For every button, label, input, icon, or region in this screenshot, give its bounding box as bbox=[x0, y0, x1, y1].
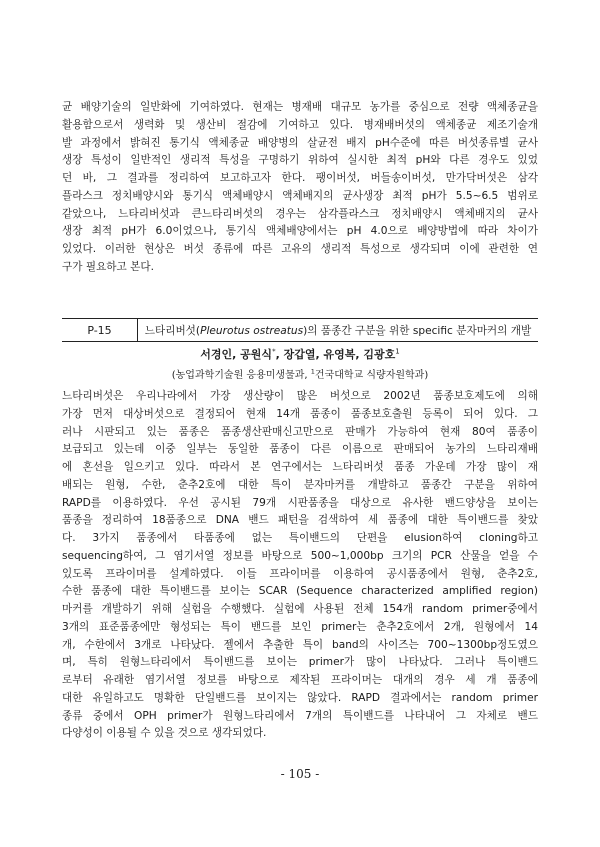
body-line: 개, 수한에서 3개로 나타났다. 젤에서 추출한 특이 band의 사이즈는 700~1300bp정도였으 bbox=[62, 638, 538, 651]
body-line: 종류 중에서 OPH primer가 원형느타리에서 7개의 특이밴드를 나타내어 그 자체로 밴드 bbox=[62, 709, 538, 722]
body-line: 다. 3가지 품종에서 타품종에 없는 특이밴드의 단편을 elusion하여 cloning하고 bbox=[62, 532, 538, 544]
body-line: 수한 품종에 대한 특이밴드를 보이는 SCAR (Sequence characterized amplified region) bbox=[62, 585, 538, 598]
abstract-body bbox=[62, 388, 538, 743]
body-line: 배되는 원형, 수한, 춘추2호에 대한 특이 분자마커를 개발하고 품종간 구분을 위하여 bbox=[62, 478, 538, 491]
intro-line: 균 배양기술의 일반화에 기여하였다. 현재는 병재배 대규모 농가를 중심으로 전량 액체종균을 bbox=[62, 101, 538, 113]
title-suffix: )의 품종간 구분을 위한 specific 분자마커의 개발 bbox=[303, 324, 532, 337]
authors-mark: 1 bbox=[395, 347, 400, 356]
abstract-title bbox=[138, 323, 538, 338]
body-line: 보급되고 있는데 이중 일부는 동일한 품종이 다른 이름으로 판매되어 농가의 느타리재배 bbox=[62, 443, 538, 456]
title-species: Pleurotus ostreatus bbox=[200, 324, 304, 337]
body-line: 가장 먼저 대상버섯으로 결정되어 현재 14개 품종이 품종보호출원 등록이 되어 있다. 그 bbox=[62, 407, 538, 420]
authors bbox=[62, 346, 538, 362]
body-line: 마커를 개발하기 위해 실험을 수행했다. 실험에 사용된 전체 154개 random primer중에서 bbox=[62, 603, 538, 615]
body-line: 느타리버섯은 우리나라에서 가장 생산량이 많은 버섯으로 2002년 품종보호제도에 의해 bbox=[62, 390, 538, 402]
intro-line: 있었다. 이러한 현상은 버섯 종류에 따른 고유의 생리적 특성으로 생각되며 이에 관련한 연 bbox=[62, 243, 538, 255]
abstract-code: P-15 bbox=[62, 319, 138, 341]
body-line: 3개의 표준품종에만 형성되는 특이 밴드를 보인 primer는 춘추2호에서 2개, 원형에서 14 bbox=[62, 620, 538, 633]
body-line: 로부터 유래한 염기서열 정보를 바탕으로 제작된 프라이머는 대개의 경우 세 개 품종에 bbox=[62, 674, 538, 686]
body-line: sequencing하여, 그 염기서열 정보를 바탕으로 500~1,000bp 크기의 PCR 산물을 얻을 수 bbox=[62, 549, 538, 562]
intro-line: 구가 필요하고 본다. bbox=[62, 260, 154, 273]
authors-star: * bbox=[272, 347, 276, 356]
abstract-header bbox=[62, 318, 538, 342]
authors-main: 서경인, 공원식 bbox=[200, 348, 273, 361]
intro-paragraph bbox=[62, 99, 538, 277]
body-line: 에 혼선을 일으키고 있다. 따라서 본 연구에서는 느타리버섯 품종 가운데 가장 많이 재 bbox=[62, 461, 538, 473]
intro-line: 활용함으로서 생력화 및 생산비 절감에 기여하고 있다. 병재배버섯의 액체종균 제조기술개 bbox=[62, 118, 538, 131]
body-line: 러나 시판되고 있는 품종은 품종생산판매신고만으로 판매가 가능하여 현재 80여 품종이 bbox=[62, 425, 538, 438]
intro-line: 플라스크 정치배양시와 통기식 액체배양시 액체배지의 균사생장 최적 pH가 5.5~6.5 범위로 bbox=[62, 189, 538, 202]
body-line: 다양성이 이용될 수 있을 것으로 생각되었다. bbox=[62, 727, 267, 740]
intro-line: 던 바, 그 결과를 정리하여 보고하고자 한다. 팽이버섯, 버들송이버섯, 만가닥버섯은 삼각 bbox=[62, 172, 538, 184]
body-line: 있도록 프라이머를 설계하였다. 이들 프라이머를 이용하여 공시품종에서 원형, 춘추2호, bbox=[62, 567, 538, 580]
intro-line: 같았으나, 느타리버섯과 큰느타리버섯의 경우는 삼각플라스크 정치배양시 액체배지의 균사 bbox=[62, 207, 538, 220]
body-line: 며, 특히 원형느타리에서 특이밴드를 보이는 primer가 많이 나타났다. 그러나 특이밴드 bbox=[62, 656, 538, 669]
affil-rest: 건국대학교 식량자원학과) bbox=[314, 370, 429, 381]
authors-rest: , 장갑열, 유영복, 김광호 bbox=[275, 348, 396, 361]
page-number: - 105 - bbox=[280, 767, 320, 781]
intro-line: 발 과정에서 밝혀진 통기식 액체종균 배양병의 살균전 배지 pH수준에 따른 버섯종류별 균사 bbox=[62, 136, 538, 149]
affil-mark: 1 bbox=[310, 367, 315, 376]
body-line: 대한 유일하고도 명확한 단일밴드를 보이지는 않았다. RAPD 결과에서는 random primer bbox=[62, 691, 538, 704]
body-line: RAPD를 이용하였다. 우선 공시된 79개 시판품종을 대상으로 유사한 밴드양상을 보이는 bbox=[62, 496, 538, 509]
body-line: 품종을 정리하여 18품종으로 DNA 밴드 패턴을 검색하여 세 품종에 대한 특이밴드를 찾았 bbox=[62, 514, 538, 527]
intro-line: 생장 특성이 일반적인 생리적 특성을 구명하기 위하여 실시한 최적 pH와 다른 경우도 있었 bbox=[62, 154, 538, 167]
intro-line: 생장 최적 pH가 6.0이었으나, 통기식 액체배양에서는 pH 4.0으로 배양방법에 따라 차이가 bbox=[62, 225, 538, 238]
affil-open: (농업과학기술원 응용미생물과, bbox=[171, 370, 311, 381]
title-prefix: 느타리버섯( bbox=[144, 324, 201, 337]
affiliation bbox=[62, 366, 538, 381]
